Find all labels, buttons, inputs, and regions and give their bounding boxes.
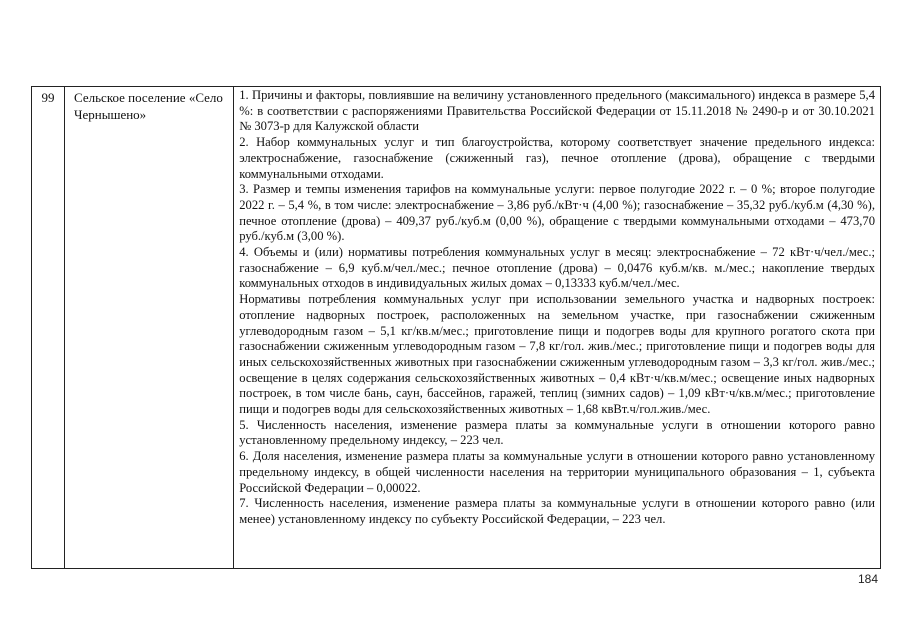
- document-table: [31, 86, 881, 569]
- paragraph-5: 5. Численность населения, изменение размера платы за коммунальные услуги в отношении которого равно установленному предельному индексу, – 223 чел.: [239, 417, 875, 448]
- paragraph-norms: Нормативы потребления коммунальных услуг при использовании земельного участка и надворных построек: отопление надворных построек, расположенных на земельном участке, при газоснабжении сжиженным углеводородным газом – 5,1 кг/кв.м/мес.; приготовление пищи и подогрев воды для крупного рогатого скота при газоснабжении сжиженным углеводородным газом – 7,8 кг/гол. жив./мес.; приготовление пищи и подогрев воды для иных сельскохозяйственных животных при газоснабжении сжиженным углеводородным газом – 3,3 кг/гол. жив./мес.; освещение в целях содержания сельскохозяйственных животных – 0,4 кВт·ч/кв.м/мес.; освещение иных надворных построек, в том числе бань, саун, бассейнов, гаражей, теплиц (зимних садов) – 1,09 кВт·ч/кв.м/мес.; приготовление пищи и подогрев воды для сельскохозяйственных животных – 1,68 квВт.ч/гол.жив./мес.: [239, 292, 875, 417]
- table-row: [32, 87, 881, 569]
- row-number: 99: [32, 87, 65, 569]
- paragraph-4: 4. Объемы и (или) нормативы потребления коммунальных услуг в месяц: электроснабжение – 72 кВт·ч/чел./мес.; газоснабжение – 6,9 куб.м/чел./мес.; печное отопление (дрова) – 0,0476 куб.м/кв. м./мес.; накопление твердых коммунальных отходов в индивидуальных жилых домах – 0,13333 куб.м/чел./мес.: [239, 245, 875, 291]
- paragraph-7: 7. Численность населения, изменение размера платы за коммунальные услуги в отношении которого равно (или менее) установленному индексу по субъекту Российской Федерации, – 223 чел.: [239, 496, 875, 526]
- paragraph-2: 2. Набор коммунальных услуг и тип благоустройства, которому соответствует значение предельного индекса: электроснабжение, газоснабжение (сжиженный газ), печное отопление (дрова), обращение с твердыми коммунальными отходами.: [239, 135, 875, 181]
- description-cell: [234, 87, 881, 569]
- settlement-name: Сельское поселение «Село Чернышено»: [65, 87, 234, 569]
- paragraph-3: 3. Размер и темпы изменения тарифов на коммунальные услуги: первое полугодие 2022 г. – 0 %; второе полугодие 2022 г. – 5,4 %, в том числе: электроснабжение – 3,86 руб./кВт·ч (4,00 %); газоснабжение – 35,32 руб./куб.м (4,30 %), печное отопление (дрова) – 409,37 руб./куб.м (0,00 %), обращение с твердыми коммунальными отходами – 473,70 руб./куб.м (3,00 %).: [239, 182, 875, 244]
- page-number: 184: [858, 572, 879, 586]
- paragraph-1: 1. Причины и факторы, повлиявшие на величину установленного предельного (максимального) индекса в размере 5,4 %: в соответствии с распоряжениями Правительства Российской Федерации от 15.11.2018 № 2490-р и от 30.10.2021 № 3073-р для Калужской области: [239, 88, 875, 134]
- paragraph-6: 6. Доля населения, изменение размера платы за коммунальные услуги в отношении которого равно установленному предельному индексу, в общей численности населения на территории муниципального образования – 1, субъекта Российской Федерации – 0,00022.: [239, 449, 875, 495]
